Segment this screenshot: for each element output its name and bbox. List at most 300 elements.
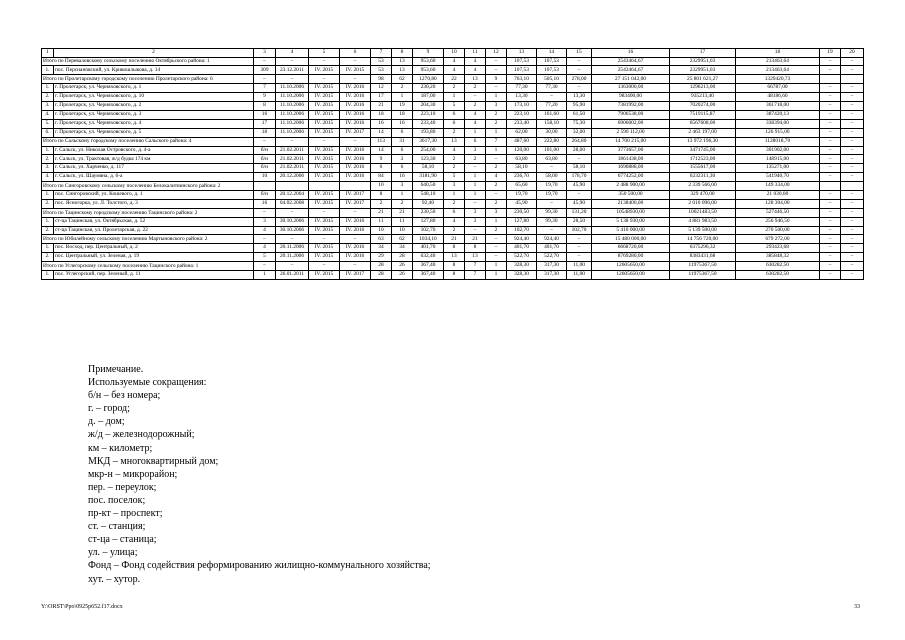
- table-cell: 123,30: [413, 155, 444, 164]
- table-cell: 1: [486, 262, 507, 271]
- table-cell: –: [820, 155, 841, 164]
- subtotal-label: Итого по Сальскому городскому поселению Сальского района: 4: [42, 137, 254, 146]
- table-cell: б/н: [254, 190, 276, 199]
- table-cell: –: [841, 217, 864, 226]
- table-cell: 541940,70: [736, 173, 820, 182]
- table-cell: 6567608,00: [670, 119, 736, 128]
- table-cell: 7: [465, 262, 486, 271]
- table-cell: –: [820, 93, 841, 102]
- table-cell: 53: [371, 57, 392, 66]
- table-cell: 10548930,00: [592, 208, 670, 217]
- table-cell: 10: [371, 182, 392, 191]
- table-cell: –: [820, 208, 841, 217]
- table-cell: –: [309, 262, 340, 271]
- table-cell: 2: [444, 226, 465, 235]
- table-cell: IV. 2015: [309, 128, 340, 137]
- table-cell: 12605650,00: [592, 262, 670, 271]
- table-cell: 20.11.2006: [276, 244, 309, 253]
- row-number: 2.: [42, 253, 54, 262]
- address-cell: пос. Ясногорка, ул. Л. Толстого, д. 3: [54, 199, 254, 208]
- column-number: 17: [670, 49, 736, 58]
- table-cell: IV. 2016: [340, 84, 371, 93]
- table-cell: 11.10.2006: [276, 119, 309, 128]
- table-cell: 270 500,00: [736, 226, 820, 235]
- subtotal-label: Итого по Пролетарскому городскому поселению Пролетарского района: 6: [42, 75, 254, 84]
- table-cell: –: [820, 146, 841, 155]
- table-cell: 1: [486, 93, 507, 102]
- table-cell: 27 151 042,00: [592, 75, 670, 84]
- row-number: 1.: [42, 244, 54, 253]
- table-cell: –: [841, 199, 864, 208]
- table-cell: 640,50: [413, 182, 444, 191]
- subtotal-row: [42, 182, 864, 191]
- table-cell: 6375296,32: [670, 244, 736, 253]
- table-cell: IV. 2016: [340, 217, 371, 226]
- table-cell: IV. 2016: [340, 164, 371, 173]
- table-cell: –: [567, 253, 592, 262]
- table-cell: –: [276, 208, 309, 217]
- table-cell: 236,70: [507, 173, 537, 182]
- table-cell: 28,00: [567, 146, 592, 155]
- table-cell: IV. 2017: [340, 199, 371, 208]
- table-cell: 19: [392, 102, 413, 111]
- table-cell: 338394,00: [736, 119, 820, 128]
- column-number: 9: [413, 49, 444, 58]
- table-cell: 29: [371, 253, 392, 262]
- table-cell: 26.01.2011: [276, 270, 309, 279]
- table-cell: –: [486, 244, 507, 253]
- table-cell: 230,50: [413, 208, 444, 217]
- table-cell: 63: [371, 235, 392, 244]
- subtotal-row: [42, 137, 864, 146]
- table-cell: 5: [254, 253, 276, 262]
- table-row: [42, 155, 864, 164]
- table-cell: 1270,80: [413, 75, 444, 84]
- address-cell: ст-ца Тацинская, ул. Пролетарская, д. 22: [54, 226, 254, 235]
- table-cell: –: [820, 262, 841, 271]
- table-cell: –: [841, 155, 864, 164]
- table-cell: 48186,60: [736, 93, 820, 102]
- address-cell: г. Пролетарск, ул. Черняховского, д. 2: [54, 102, 254, 111]
- table-cell: 401,70: [507, 244, 537, 253]
- table-cell: –: [820, 128, 841, 137]
- subtotal-label: Итого по Переваловскому сельскому поселению Октябрьского района: 1: [42, 57, 254, 66]
- table-cell: 3: [486, 102, 507, 111]
- table-cell: 3: [465, 146, 486, 155]
- table-cell: –: [309, 235, 340, 244]
- table-cell: –: [309, 57, 340, 66]
- table-cell: 102,70: [567, 226, 592, 235]
- table-cell: 935213,40: [670, 93, 736, 102]
- table-cell: –: [841, 128, 864, 137]
- table-cell: 2: [444, 128, 465, 137]
- table-cell: 65,60: [507, 182, 537, 191]
- table-cell: 4: [254, 244, 276, 253]
- table-cell: –: [841, 110, 864, 119]
- table-cell: 193,80: [413, 128, 444, 137]
- table-row: [42, 128, 864, 137]
- table-cell: –: [820, 66, 841, 75]
- table-cell: –: [309, 208, 340, 217]
- column-number: 4: [276, 49, 309, 58]
- table-cell: –: [841, 253, 864, 262]
- address-cell: г. Пролетарск, ул. Черняховского, д. 3: [54, 110, 254, 119]
- table-cell: 11.10.2006: [276, 102, 309, 111]
- table-cell: 4: [465, 110, 486, 119]
- subtotal-row: [42, 208, 864, 217]
- table-cell: IV. 2016: [340, 102, 371, 111]
- table-cell: 14: [371, 128, 392, 137]
- table-cell: 13: [444, 253, 465, 262]
- table-cell: 75,30: [567, 119, 592, 128]
- table-cell: 10: [371, 226, 392, 235]
- table-cell: 2: [486, 226, 507, 235]
- table-cell: –: [309, 75, 340, 84]
- table-cell: 23.12.2011: [276, 66, 309, 75]
- table-cell: 11.10.2006: [276, 84, 309, 93]
- table-cell: 2: [444, 164, 465, 173]
- table-cell: IV. 2015: [309, 66, 340, 75]
- table-cell: 16: [254, 199, 276, 208]
- table-cell: IV. 2016: [340, 226, 371, 235]
- table-cell: IV. 2016: [340, 253, 371, 262]
- table-cell: –: [567, 155, 592, 164]
- subtotal-label: Итого по Сингоровскому сельскому поселению Белокалитвинского района: 2: [42, 182, 254, 191]
- table-cell: IV. 2015: [309, 102, 340, 111]
- table-cell: 21 030,00: [736, 190, 820, 199]
- table-cell: 2329951,03: [670, 66, 736, 75]
- table-cell: –: [841, 226, 864, 235]
- abbreviation-line: Фонд – Фонд содействия реформированию жилищно-коммунального хозяйства;: [88, 560, 431, 572]
- table-cell: 12: [371, 84, 392, 93]
- table-cell: IV. 2017: [340, 190, 371, 199]
- table-cell: –: [340, 208, 371, 217]
- table-cell: 223,10: [507, 110, 537, 119]
- table-row: [42, 190, 864, 199]
- table-cell: 309: [254, 66, 276, 75]
- table-cell: 77,30: [507, 84, 537, 93]
- table-cell: –: [537, 93, 567, 102]
- table-cell: 4: [444, 217, 465, 226]
- table-cell: 148915,00: [736, 155, 820, 164]
- table-cell: 127,80: [413, 217, 444, 226]
- table-cell: 3181,90: [413, 173, 444, 182]
- table-cell: 2329951,03: [670, 57, 736, 66]
- table-cell: 8: [254, 102, 276, 111]
- table-cell: 6: [444, 119, 465, 128]
- table-cell: 5 410 000,00: [592, 226, 670, 235]
- table-cell: 350 500,00: [592, 190, 670, 199]
- row-number: 4.: [42, 173, 54, 182]
- table-cell: 2543464,67: [592, 57, 670, 66]
- table-cell: 1861438,00: [592, 155, 670, 164]
- table-cell: 107,53: [537, 66, 567, 75]
- table-row: [42, 66, 864, 75]
- table-cell: –: [254, 208, 276, 217]
- table-cell: IV. 2016: [340, 119, 371, 128]
- table-cell: 2 010 096,00: [670, 199, 736, 208]
- table-cell: –: [465, 226, 486, 235]
- table-cell: 6: [392, 164, 413, 173]
- table-cell: 22: [444, 75, 465, 84]
- table-cell: –: [841, 137, 864, 146]
- table-cell: 301902,00: [736, 146, 820, 155]
- table-cell: б/н: [254, 146, 276, 155]
- table-cell: 7381992,00: [592, 102, 670, 111]
- table-cell: 58,00: [537, 173, 567, 182]
- table-cell: –: [841, 235, 864, 244]
- table-cell: 387420,13: [736, 110, 820, 119]
- table-row: [42, 173, 864, 182]
- page-number: 33: [854, 604, 860, 610]
- table-cell: 16: [254, 110, 276, 119]
- table-cell: 328,30: [507, 270, 537, 279]
- table-cell: IV. 2016: [340, 93, 371, 102]
- table-cell: 2: [392, 199, 413, 208]
- table-cell: –: [841, 93, 864, 102]
- table-cell: 17: [371, 93, 392, 102]
- table-cell: –: [841, 84, 864, 93]
- address-cell: г. Сальск, ул. Николая Островского, д. 4-а: [54, 146, 254, 155]
- table-cell: 04.02.2008: [276, 199, 309, 208]
- table-cell: 1: [486, 217, 507, 226]
- table-cell: 3: [392, 155, 413, 164]
- table-cell: 8383431,68: [670, 253, 736, 262]
- table-cell: 679 272,00: [736, 235, 820, 244]
- column-number: 6: [340, 49, 371, 58]
- table-cell: 254,00: [413, 146, 444, 155]
- table-cell: 8769280,00: [592, 253, 670, 262]
- table-cell: 62: [392, 75, 413, 84]
- table-cell: –: [567, 57, 592, 66]
- column-number: 3: [254, 49, 276, 58]
- table-cell: 2: [444, 155, 465, 164]
- table-cell: –: [567, 244, 592, 253]
- table-row: [42, 110, 864, 119]
- table-cell: 6: [392, 146, 413, 155]
- table-cell: –: [820, 226, 841, 235]
- table-row: [42, 102, 864, 111]
- table-cell: 2543464,67: [592, 66, 670, 75]
- table-cell: 15 480 000,00: [592, 235, 670, 244]
- table-cell: –: [537, 226, 567, 235]
- table-cell: 149 334,00: [736, 182, 820, 191]
- table-cell: –: [567, 235, 592, 244]
- table-cell: IV. 2017: [340, 128, 371, 137]
- table-cell: 328,30: [507, 262, 537, 271]
- table-cell: 18: [254, 128, 276, 137]
- table-cell: 12605650,00: [592, 270, 670, 279]
- table-cell: 10021483,50: [670, 208, 736, 217]
- address-cell: ст-ца Тацинская, ул. Октябрьская, д. 52: [54, 217, 254, 226]
- table-cell: 11,00: [567, 270, 592, 279]
- table-cell: 1555617,00: [670, 164, 736, 173]
- table-cell: 2: [486, 199, 507, 208]
- table-cell: 213463,64: [736, 57, 820, 66]
- table-cell: 4: [444, 57, 465, 66]
- table-cell: 2: [465, 155, 486, 164]
- table-cell: 2: [465, 102, 486, 111]
- table-cell: –: [841, 146, 864, 155]
- table-cell: 7: [465, 270, 486, 279]
- table-cell: 45,90: [567, 182, 592, 191]
- table-cell: 20.11.2006: [276, 253, 309, 262]
- table-cell: 26: [392, 270, 413, 279]
- table-row: [42, 253, 864, 262]
- table-cell: 1: [486, 128, 507, 137]
- table-cell: 13,30: [567, 93, 592, 102]
- table-cell: 13: [392, 57, 413, 66]
- table-cell: IV. 2015: [309, 190, 340, 199]
- table-cell: 401,70: [413, 244, 444, 253]
- table-cell: IV. 2015: [309, 270, 340, 279]
- table-cell: 4: [486, 173, 507, 182]
- table-cell: 1: [392, 93, 413, 102]
- table-cell: 233,40: [507, 119, 537, 128]
- table-cell: 204,30: [413, 102, 444, 111]
- table-cell: 1712523,00: [670, 155, 736, 164]
- table-cell: 107,53: [507, 57, 537, 66]
- table-cell: –: [276, 137, 309, 146]
- table-cell: 5: [444, 102, 465, 111]
- table-cell: –: [820, 173, 841, 182]
- abbreviation-line: ст. – станция;: [88, 521, 146, 533]
- table-row: [42, 199, 864, 208]
- table-cell: 3: [254, 217, 276, 226]
- table-cell: 126 915,00: [736, 128, 820, 137]
- table-cell: 367,40: [413, 270, 444, 279]
- table-cell: 11: [392, 217, 413, 226]
- table-cell: 924,40: [507, 235, 537, 244]
- table-cell: IV. 2015: [309, 217, 340, 226]
- table-row: [42, 84, 864, 93]
- row-number: 6.: [42, 128, 54, 137]
- table-cell: 4: [465, 119, 486, 128]
- row-number: 1.: [42, 190, 54, 199]
- table-cell: 630282,50: [736, 262, 820, 271]
- column-number: 1: [42, 49, 54, 58]
- table-cell: 630282,50: [736, 270, 820, 279]
- table-cell: –: [841, 173, 864, 182]
- table-cell: 4 881 983,50: [670, 217, 736, 226]
- table-cell: 317,30: [537, 270, 567, 279]
- table-cell: 6: [444, 208, 465, 217]
- table-cell: 487,60: [507, 137, 537, 146]
- table-cell: 953,60: [413, 66, 444, 75]
- column-number: 16: [592, 49, 670, 58]
- table-cell: 84: [371, 173, 392, 182]
- table-cell: –: [567, 84, 592, 93]
- column-number: 12: [486, 49, 507, 58]
- table-cell: 7906538,00: [592, 110, 670, 119]
- table-cell: 2 488 900,00: [592, 182, 670, 191]
- table-cell: 6774252,00: [592, 173, 670, 182]
- table-cell: 25 801 621,27: [670, 75, 736, 84]
- table-cell: 7: [486, 137, 507, 146]
- table-cell: 128 304,00: [736, 199, 820, 208]
- table-cell: 102,70: [507, 226, 537, 235]
- table-cell: 230,50: [507, 208, 537, 217]
- table-cell: 28: [392, 253, 413, 262]
- table-cell: 63,80: [537, 155, 567, 164]
- table-cell: 2: [486, 164, 507, 173]
- table-cell: –: [841, 119, 864, 128]
- table-cell: [309, 182, 340, 191]
- table-cell: –: [841, 57, 864, 66]
- table-cell: –: [465, 93, 486, 102]
- table-cell: IV. 2015: [309, 199, 340, 208]
- table-cell: –: [254, 235, 276, 244]
- table-cell: –: [841, 102, 864, 111]
- table-cell: IV. 2015: [309, 173, 340, 182]
- table-cell: 3773657,00: [592, 146, 670, 155]
- table-cell: –: [841, 66, 864, 75]
- table-cell: 2138400,00: [592, 199, 670, 208]
- address-cell: г. Пролетарск, ул. Черняховского, д. 5: [54, 128, 254, 137]
- table-cell: 4: [444, 66, 465, 75]
- table-cell: [820, 182, 841, 191]
- table-cell: 6906002,00: [592, 119, 670, 128]
- table-cell: 31: [392, 137, 413, 146]
- table-cell: 18: [392, 110, 413, 119]
- table-cell: 233,40: [413, 119, 444, 128]
- table-cell: 4: [465, 66, 486, 75]
- table-cell: 9: [254, 93, 276, 102]
- table-cell: 20.12.2006: [276, 173, 309, 182]
- subtotal-label: Итого по Углегорскому сельскому поселению Тацинского района: 1: [42, 262, 254, 271]
- table-cell: IV. 2015: [309, 84, 340, 93]
- table-cell: 58,10: [567, 164, 592, 173]
- row-number: 3.: [42, 164, 54, 173]
- table-cell: –: [340, 262, 371, 271]
- table-cell: IV. 2015: [309, 146, 340, 155]
- abbreviation-line: б/н – без номера;: [88, 390, 161, 402]
- table-cell: 2: [444, 84, 465, 93]
- table-cell: 9: [486, 75, 507, 84]
- table-cell: 32,00: [567, 128, 592, 137]
- table-cell: 7020274,00: [670, 102, 736, 111]
- table-cell: 222,80: [537, 137, 567, 146]
- table-cell: 3: [465, 208, 486, 217]
- table-cell: 953,60: [413, 57, 444, 66]
- table-cell: 264,80: [567, 137, 592, 146]
- table-cell: 16: [392, 119, 413, 128]
- table-cell: 1: [254, 270, 276, 279]
- table-cell: 1690888,00: [592, 164, 670, 173]
- table-cell: 367,40: [413, 262, 444, 271]
- table-cell: б/н: [254, 164, 276, 173]
- column-number: 20: [841, 49, 864, 58]
- table-cell: 3: [444, 182, 465, 191]
- table-cell: 19,70: [537, 182, 567, 191]
- table-cell: [276, 182, 309, 191]
- table-cell: [841, 75, 864, 84]
- table-cell: –: [567, 190, 592, 199]
- table-cell: 223,10: [413, 110, 444, 119]
- column-number: 11: [465, 49, 486, 58]
- table-cell: 1128018,70: [736, 137, 820, 146]
- table-cell: 983400,00: [592, 93, 670, 102]
- table-cell: 1: [465, 128, 486, 137]
- table-cell: 2 463 197,00: [670, 128, 736, 137]
- abbreviation-line: км – километр;: [88, 442, 153, 454]
- table-cell: 1296213,00: [670, 84, 736, 93]
- table-cell: –: [820, 102, 841, 111]
- table-cell: 9: [371, 155, 392, 164]
- column-number: 19: [820, 49, 841, 58]
- table-cell: 6: [444, 110, 465, 119]
- table-cell: 11.10.2006: [276, 93, 309, 102]
